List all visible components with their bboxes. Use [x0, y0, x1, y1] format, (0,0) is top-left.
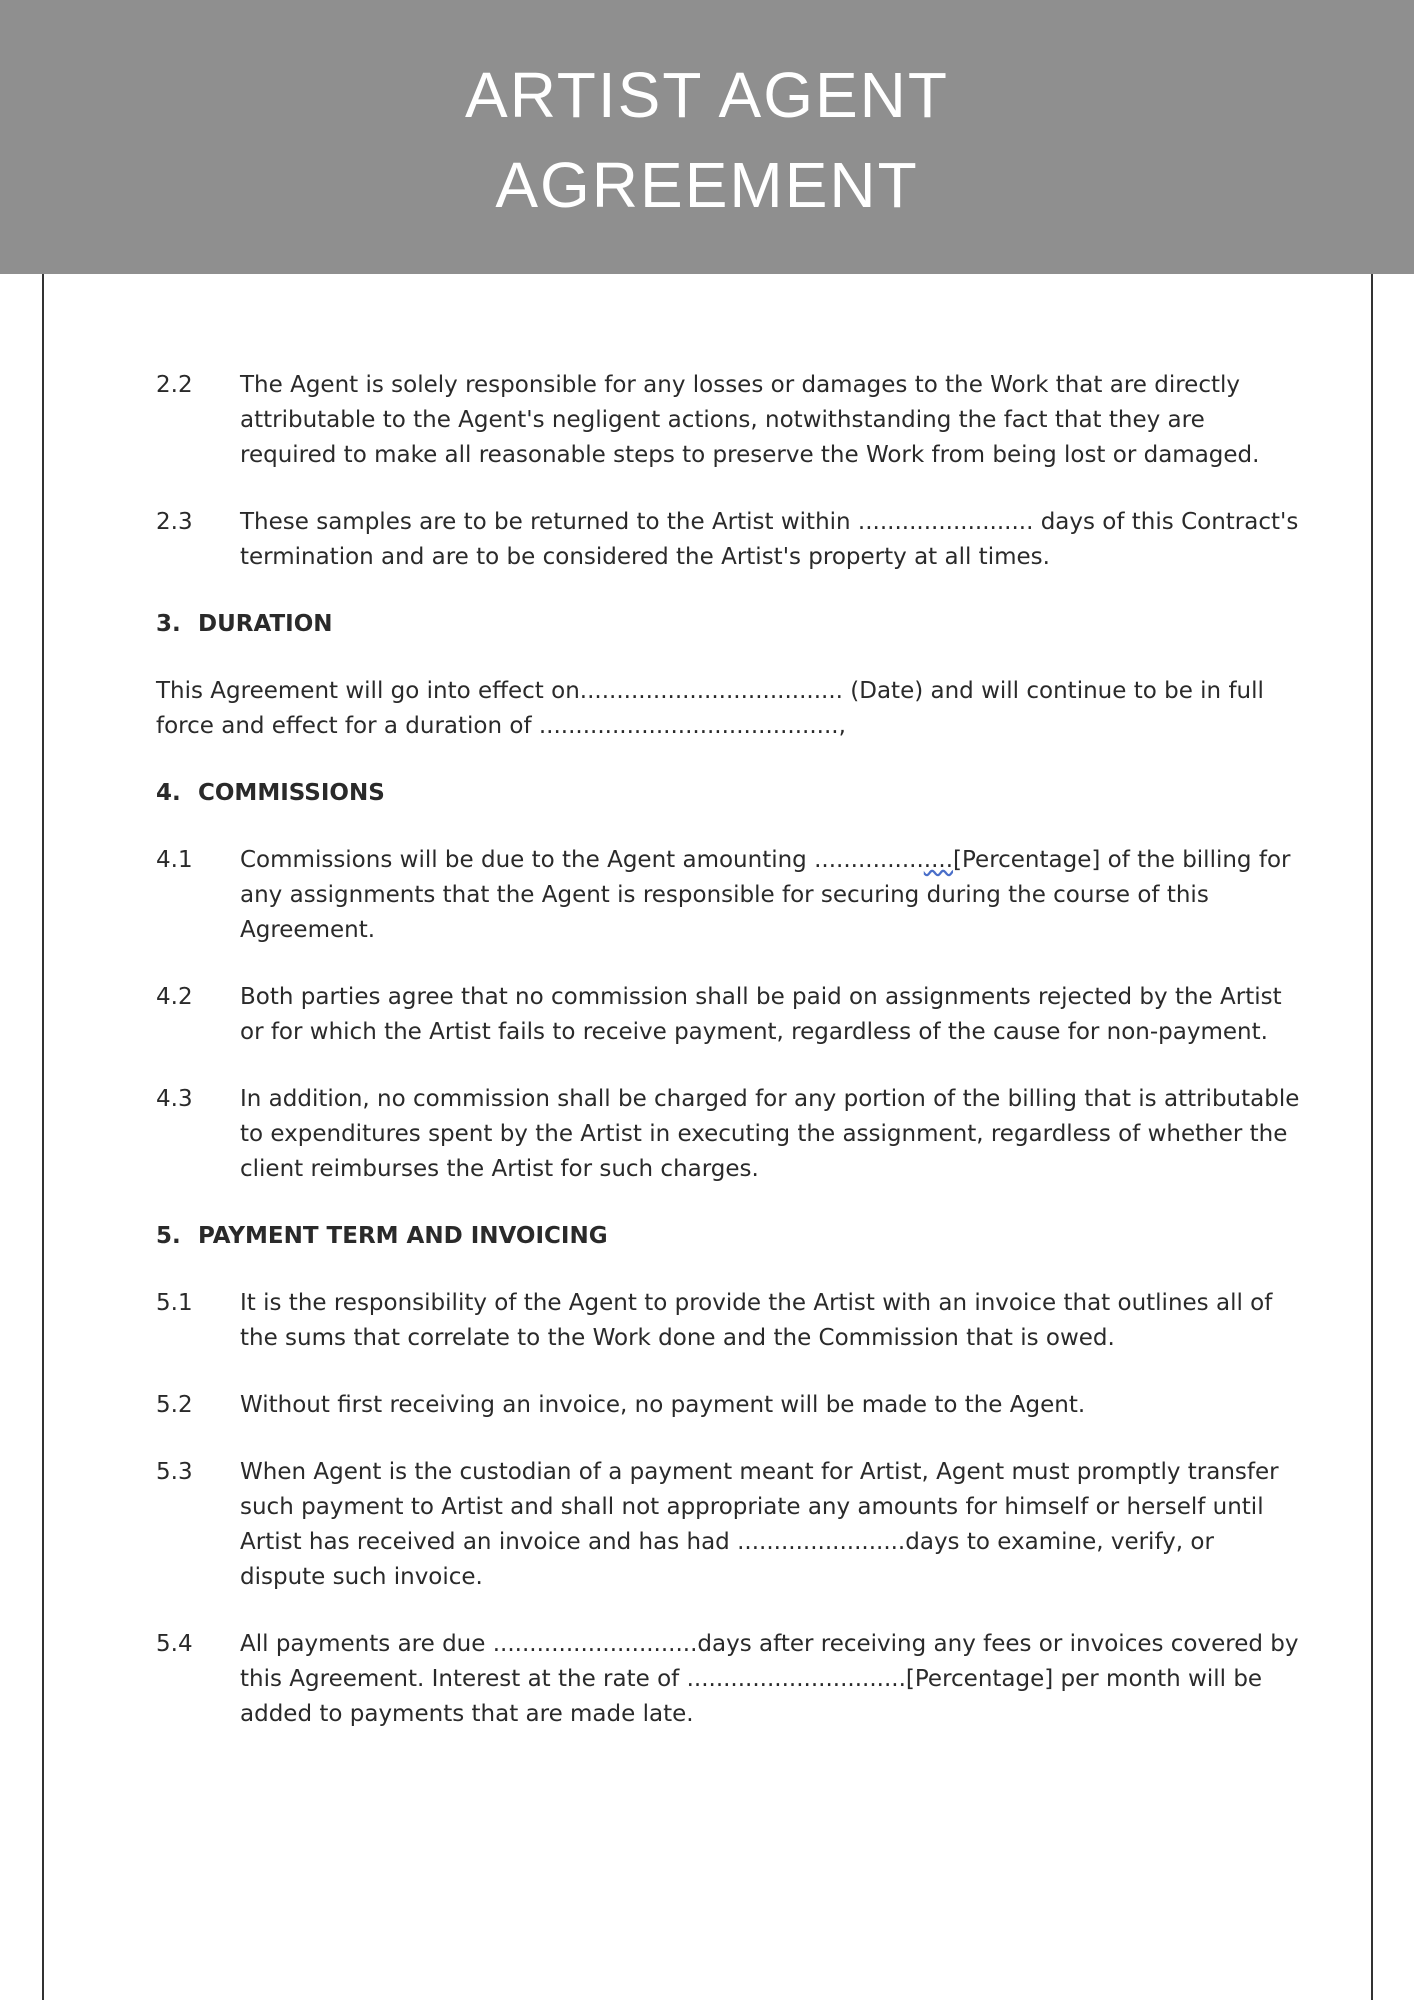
title-line-2: AGREEMENT	[495, 149, 919, 221]
clause-text: In addition, no commission shall be charged for any portion of the billing that is attributable to expenditures spent by the Artist in executing the assignment, regardless of whether the client reimburses the Artist for such charges.	[240, 1086, 1300, 1182]
section-title: PAYMENT TERM AND INVOICING	[198, 1223, 608, 1249]
section-number: 3.	[156, 611, 181, 637]
document-body	[156, 368, 1306, 1764]
clause-5-2	[156, 1388, 1306, 1423]
clause-4-2	[156, 980, 1306, 1050]
clause-number: 5.4	[156, 1631, 193, 1657]
clause-number: 2.3	[156, 509, 193, 535]
section-number: 4.	[156, 780, 181, 806]
clause-text: These samples are to be returned to the Artist within ........................ days of this Contract's termination and are to be considered the Artist's property at all times.	[240, 509, 1299, 570]
clause-text: Both parties agree that no commission shall be paid on assignments rejected by the Artist or for which the Artist fails to receive payment, regardless of the cause for non-payment.	[240, 984, 1282, 1045]
clause-text: The Agent is solely responsible for any losses or damages to the Work that are directly attributable to the Agent's negligent actions, notwithstanding the fact that they are required to make all reasonable steps to preserve the Work from being lost or damaged.	[240, 372, 1260, 468]
spellcheck-squiggle: ....	[923, 847, 954, 873]
title-banner	[0, 0, 1414, 274]
title-line-1: ARTIST AGENT	[465, 59, 949, 131]
clause-number: 4.3	[156, 1086, 193, 1112]
clause-2-2	[156, 368, 1306, 473]
clause-text: All payments are due ............................days after receiving any fees or invoices covered by this Agreement. Interest at the rate of ..............................[Percentage] per month will be added to payments that are made late.	[240, 1631, 1299, 1727]
clause-number: 5.3	[156, 1459, 193, 1485]
clause-text: When Agent is the custodian of a payment meant for Artist, Agent must promptly transfer such payment to Artist and shall not appropriate any amounts for himself or herself until Artist has received an invoice and has had .......................days to examine, verify, or dispute such invoice.	[240, 1459, 1279, 1590]
section-heading-payment	[156, 1219, 1306, 1254]
clause-5-1	[156, 1286, 1306, 1356]
duration-paragraph: This Agreement will go into effect on.................................... (Date) and will continue to be in full force and effect for a duration of .........................................,	[156, 678, 1264, 739]
clause-4-1	[156, 843, 1306, 948]
clause-text: It is the responsibility of the Agent to provide the Artist with an invoice that outlines all of the sums that correlate to the Work done and the Commission that is owed.	[240, 1290, 1273, 1351]
clause-2-3	[156, 505, 1306, 575]
clause-number: 5.1	[156, 1290, 193, 1316]
document-title	[0, 50, 1414, 230]
clause-4-3	[156, 1082, 1306, 1187]
clause-number: 4.1	[156, 847, 193, 873]
clause-5-3	[156, 1455, 1306, 1595]
section-heading-commissions	[156, 776, 1306, 811]
clause-text: Without first receiving an invoice, no payment will be made to the Agent.	[240, 1392, 1086, 1418]
clause-number: 2.2	[156, 372, 193, 398]
section-number: 5.	[156, 1223, 181, 1249]
clause-text-before: Commissions will be due to the Agent amounting ...............	[240, 847, 924, 873]
clause-text-after: [Percentage] of the billing for any assignments that the Agent is responsible for securing during the course of this Agreement.	[240, 847, 1291, 943]
section-title: COMMISSIONS	[198, 780, 385, 806]
section-heading-duration	[156, 607, 1306, 642]
clause-5-4	[156, 1627, 1306, 1732]
section-title: DURATION	[198, 611, 333, 637]
clause-number: 5.2	[156, 1392, 193, 1418]
clause-number: 4.2	[156, 984, 193, 1010]
clause-text	[240, 843, 1306, 948]
document-page	[42, 274, 1373, 2000]
